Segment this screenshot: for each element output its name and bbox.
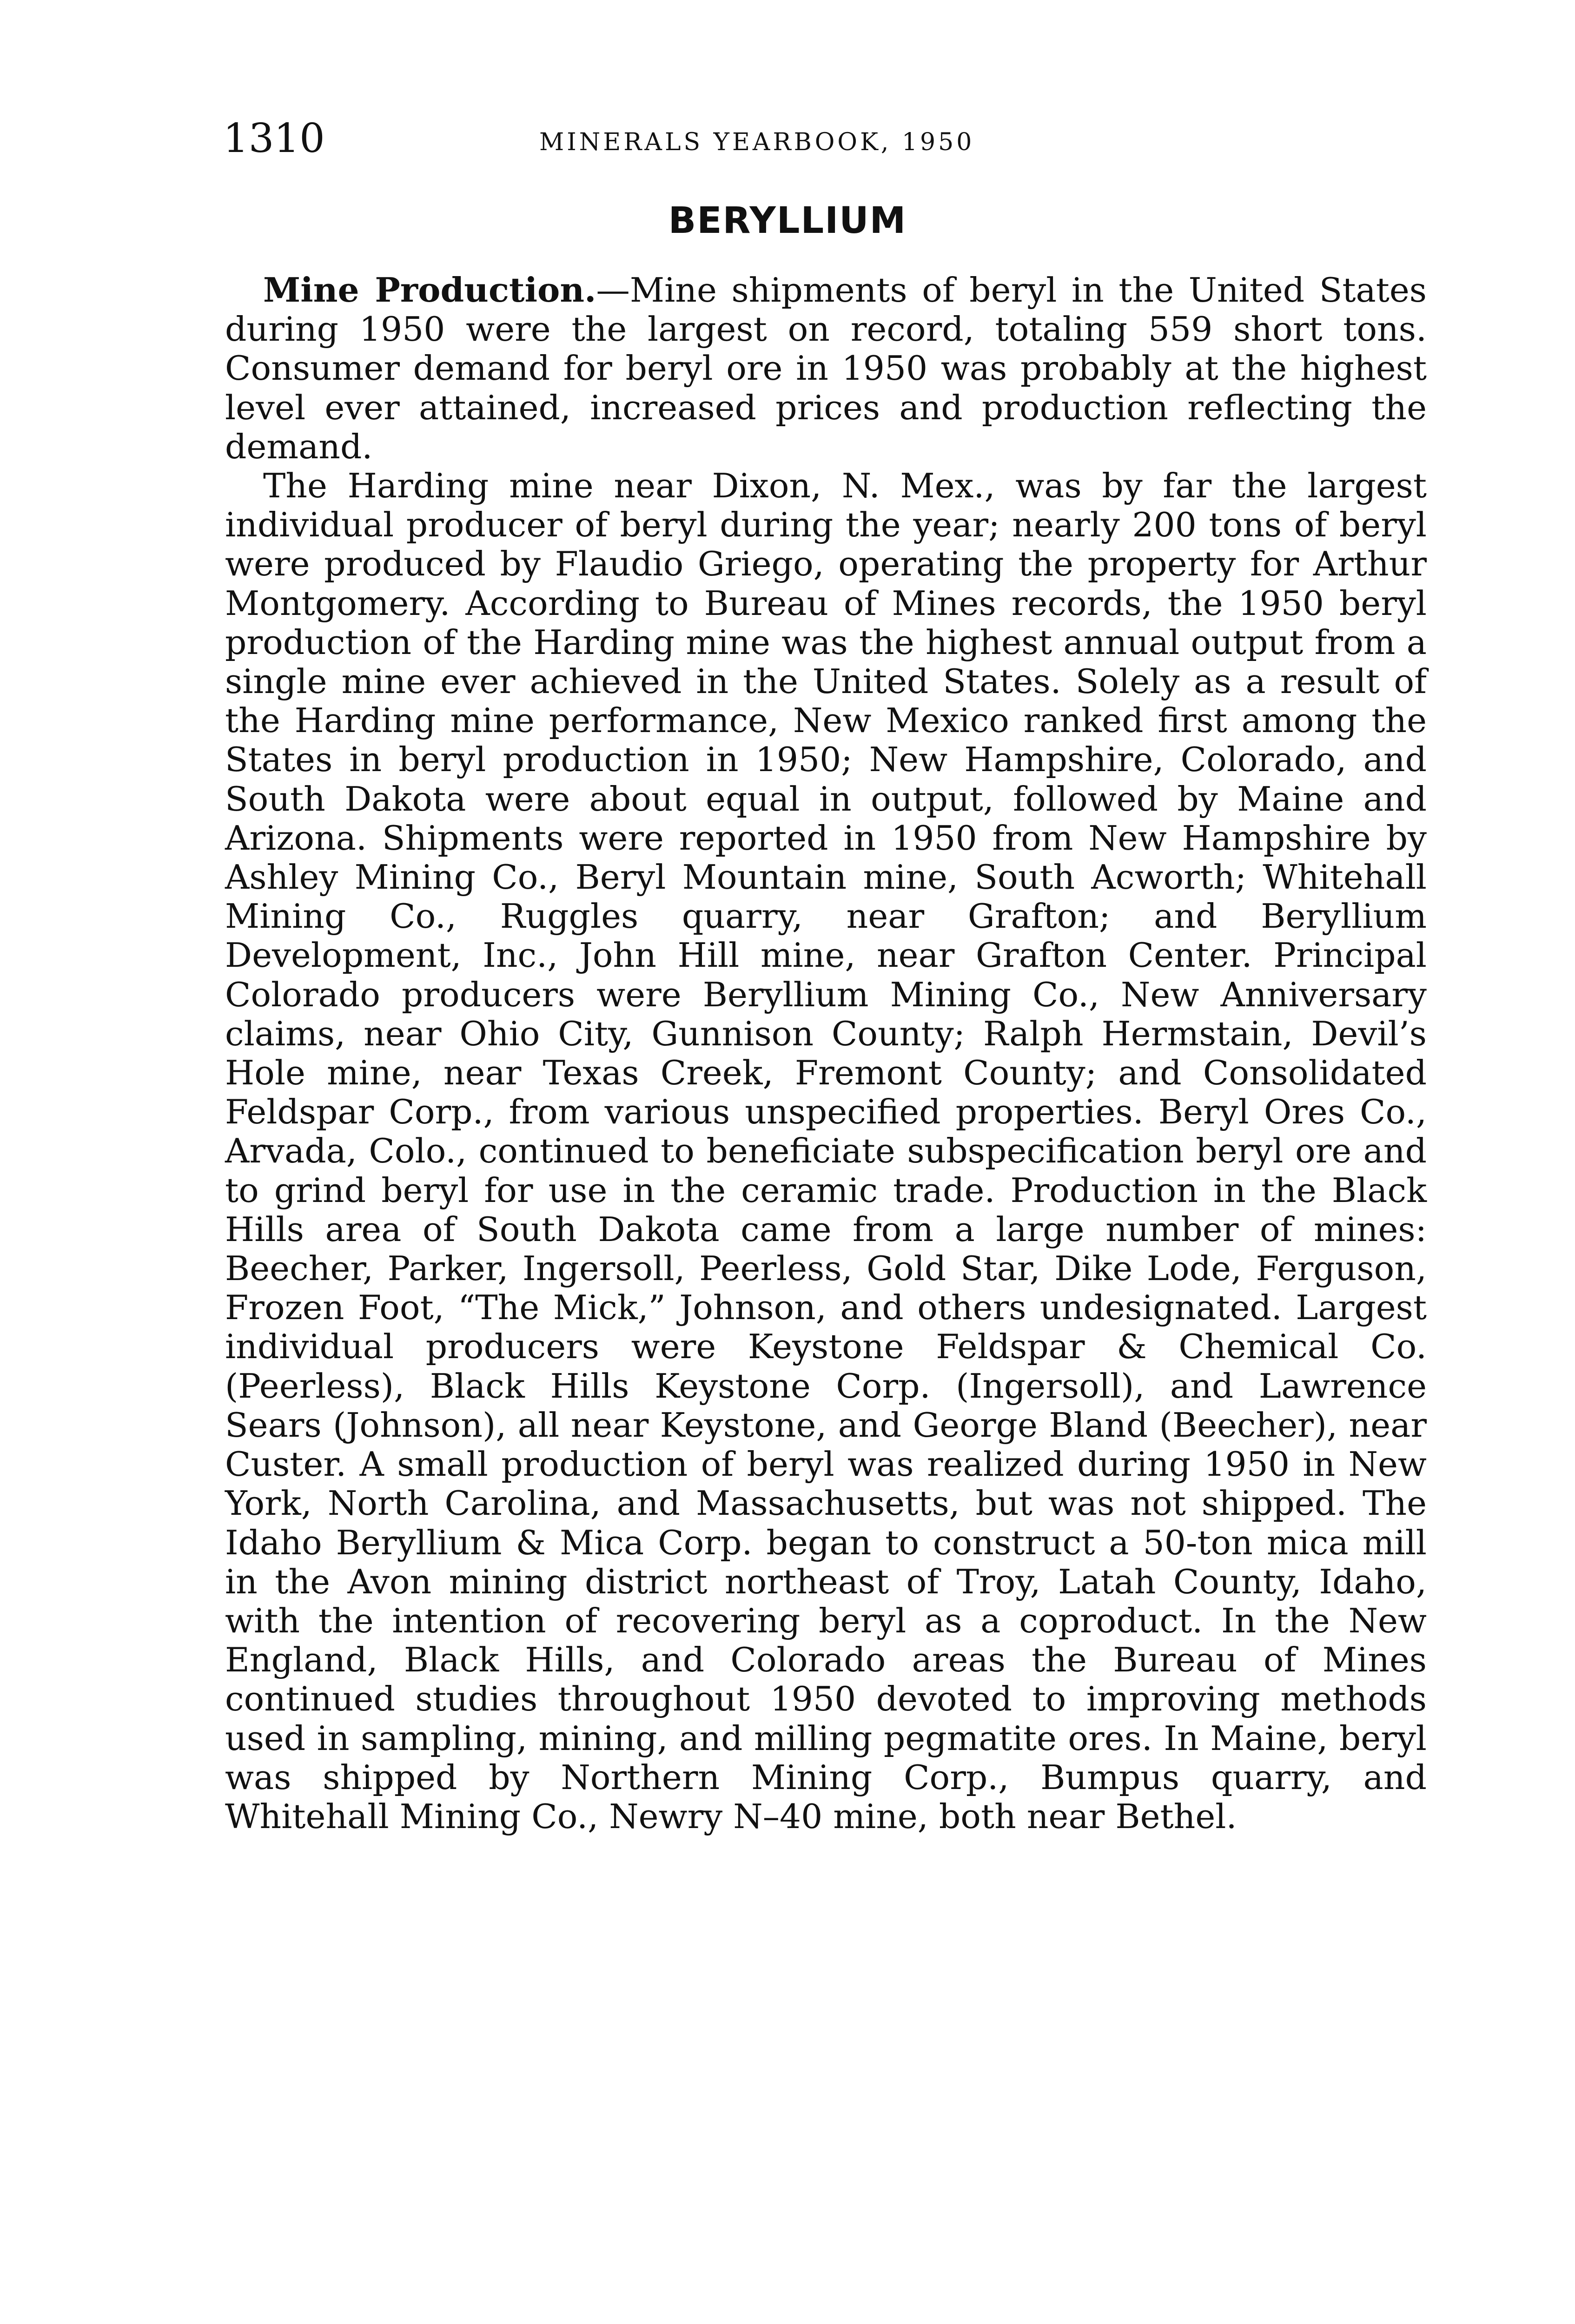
paragraph-harding-mine <box>225 467 1427 1836</box>
section-title: BERYLLIUM <box>668 200 907 242</box>
run-in-heading: Mine Production. <box>263 271 596 310</box>
paragraph-text: —Mine shipments of beryl in the United States during 1950 were the largest on record, totaling 559 short tons. Consumer demand for beryl ore in 1950 was probably at the highest level ever attained, increased prices and production reflecting the demand. <box>225 271 1427 467</box>
running-title: MINERALS YEARBOOK, 1950 <box>539 128 975 156</box>
paragraph-mine-production <box>225 271 1427 467</box>
body-text <box>225 271 1427 1836</box>
paragraph-text: The Harding mine near Dixon, N. Mex., was by far the largest individual producer of beryl during the year; nearly 200 tons of beryl were produced by Flaudio Griego, operating the property for Arthur Montgomery. According to Bureau of Mines records, the 1950 beryl production of the Harding mine was the highest annual output from a single mine ever achieved in the United States. Solely as a result of the Harding mine performance, New Mexico ranked first among the States in beryl production in 1950; New Hampshire, Colorado, and South Dakota were about equal in output, followed by Maine and Arizona. Shipments were reported in 1950 from New Hampshire by Ashley Mining Co., Beryl Mountain mine, South Acworth; Whitehall Mining Co., Ruggles quarry, near Grafton; and Beryllium Development, Inc., John Hill mine, near Grafton Center. Principal Colorado producers were Beryllium Mining Co., New Anniversary claims, near Ohio City, Gunnison County; Ralph Hermstain, Devil’s Hole mine, near Texas Creek, Fremont County; and Consolidated Feldspar Corp., from various unspecified properties. Beryl Ores Co., Arvada, Colo., continued to beneficiate subspecification beryl ore and to grind beryl for use in the ceramic trade. Production in the Black Hills area of South Dakota came from a large number of mines: Beecher, Parker, Ingersoll, Peerless, Gold Star, Dike Lode, Ferguson, Frozen Foot, “The Mick,” Johnson, and others undesignated. Largest individual producers were Keystone Feldspar & Chemical Co. (Peerless), Black Hills Keystone Corp. (Ingersoll), and Lawrence Sears (Johnson), all near Keystone, and George Bland (Beecher), near Custer. A small production of beryl was realized during 1950 in New York, North Carolina, and Massachusetts, but was not shipped. The Idaho Beryllium & Mica Corp. began to construct a 50-ton mica mill in the Avon mining district northeast of Troy, Latah County, Idaho, with the intention of recovering beryl as a coproduct. In the New England, Black Hills, and Colorado areas the Bureau of Mines continued studies throughout 1950 devoted to improving methods used in sampling, mining, and milling pegmatite ores. In Maine, beryl was shipped by Northern Mining Corp., Bumpus quarry, and Whitehall Mining Co., Newry N–40 mine, both near Bethel. <box>225 467 1427 1836</box>
page-number: 1310 <box>223 115 325 162</box>
